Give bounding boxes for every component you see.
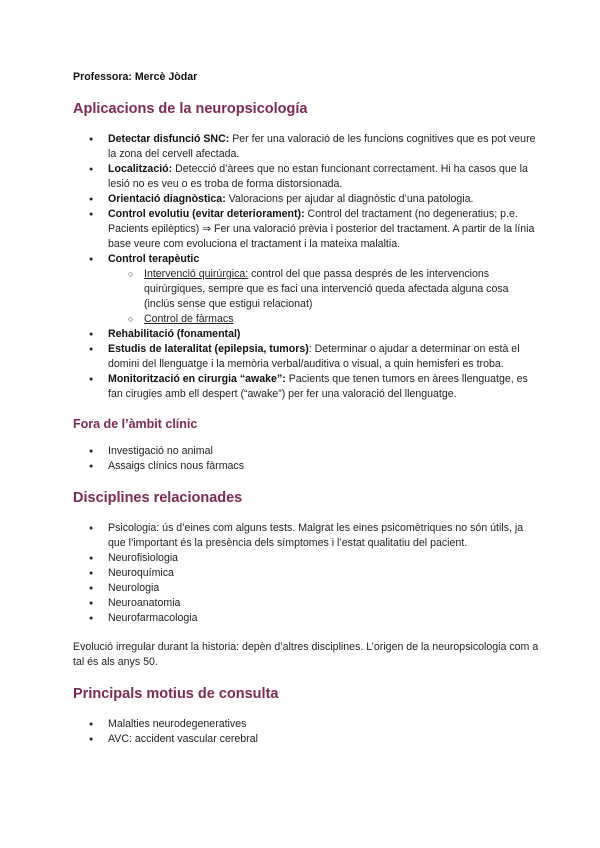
item-text: Detecció d’àrees que no estan funcionant correctament. Hi ha casos que la lesió no es veu o es troba de forma distorsionada. — [108, 163, 528, 190]
list-item — [73, 192, 540, 207]
item-term: Localització: — [108, 163, 173, 175]
list-item: ● AVC: accident vascular cerebral — [73, 732, 540, 747]
subitem-term: Intervenció quirúrgica: — [144, 268, 249, 280]
fora-ambit-list — [73, 444, 540, 474]
item-term: Control terapèutic — [108, 253, 200, 265]
sublist-item — [108, 312, 540, 327]
motius-list — [73, 717, 540, 747]
item-text: Valoracions per ajudar al diagnòstic d’una patologia. — [225, 193, 474, 205]
section-title-motius-consulta: Principals motius de consulta — [73, 686, 279, 702]
list-item: ● Psicologia: ús d’eines com alguns tests. Malgrat les eines psicomètriques no són útils, ja que l’important és la presència dels símptomes i l’estat qualitatiu del pacient. — [73, 521, 540, 551]
item-text: Control del tractament (no degeneratius; p.e. Pacients epilèptics) ⇒ Fer una valoració prèvia i posterior del tractament. A partir de la línia base veure com evoluciona el tractament i la mateixa malaltia. — [108, 208, 535, 250]
list-item — [73, 162, 540, 192]
item-term: Estudis de lateralitat (epilepsia, tumors) — [108, 343, 309, 355]
list-item: ● Neurofisiologia — [73, 551, 540, 566]
list-item — [73, 207, 540, 252]
section-title-fora-ambit-clinic: Fora de l’àmbit clínic — [73, 417, 198, 431]
item-text: Pacients que tenen tumors en àrees llenguatge, es fan cirugies amb ell despert (“awake”) per fer una valoració del llenguatge. — [108, 373, 528, 400]
list-item: ● Investigació no animal — [73, 444, 540, 459]
subitem-text: control del que passa després de les intervencions quirúrgiques, sempre que es faci una intervenció queda afectada alguna cosa (inclús sense que estigui relacionat) — [144, 268, 509, 310]
list-item — [73, 252, 540, 327]
list-item — [73, 132, 540, 162]
item-text: Per fer una valoració de les funcions cognitives que es pot veure la zona del cervell afectada. — [108, 133, 536, 160]
item-term: Orientació diagnòstica: — [108, 193, 226, 205]
disciplines-paragraph: Evolució irregular durant la historia: depèn d’altres disciplines. L’origen de la neuropsicologia com a tal és als anys 50. — [73, 641, 539, 668]
author-line: Professora: Mercè Jòdar — [73, 71, 198, 83]
section-title-disciplines: Disciplines relacionades — [73, 490, 243, 506]
item-term: Detectar disfunció SNC: — [108, 133, 230, 145]
item-term: Monitorització en cirurgia “awake”: — [108, 373, 286, 385]
aplicacions-list — [73, 132, 540, 402]
list-item: ● Assaigs clínics nous fàrmacs — [73, 459, 540, 474]
subitem-term: Control de fàrmacs — [144, 313, 234, 325]
list-item: ● Neuroanatomia — [73, 596, 540, 611]
list-item: ● Neurofarmacologia — [73, 611, 540, 626]
list-item — [73, 342, 540, 372]
disciplines-list — [73, 521, 540, 626]
item-term: Rehabilitació (fonamental) — [108, 328, 241, 340]
item-term: Control evolutiu (evitar deteriorament): — [108, 208, 305, 220]
list-item — [73, 327, 540, 342]
list-item: ● Neurologia — [73, 581, 540, 596]
list-item: ● Malalties neurodegeneratives — [73, 717, 540, 732]
list-item: ● Neuroquímica — [73, 566, 540, 581]
list-item — [73, 372, 540, 402]
sublist-item — [108, 267, 540, 312]
section-title-aplicacions: Aplicacions de la neuropsicología — [73, 101, 308, 117]
item-text: : Determinar o ajudar a determinar on està el domini del llenguatge i la memòria verbal/auditiva o visual, a quin hemisferi es troba. — [108, 343, 520, 370]
control-terapeutic-sublist — [108, 267, 540, 327]
